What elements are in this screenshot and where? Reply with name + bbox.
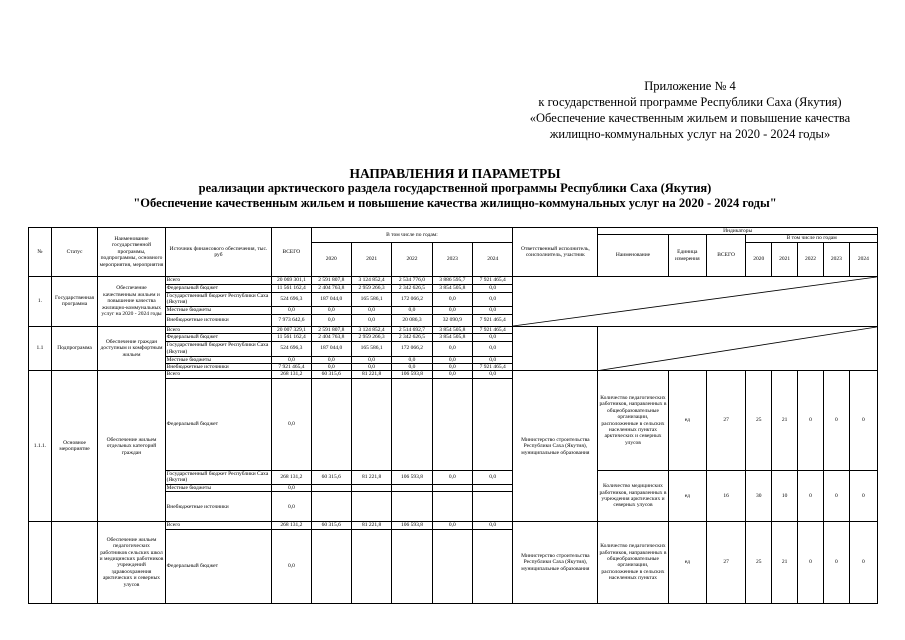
empty-crossed-cell (598, 326, 878, 371)
year-cell: 81 221,8 (351, 371, 391, 378)
total-cell: 0,0 (272, 378, 311, 470)
total-cell: 268 131,2 (272, 470, 311, 484)
indicator-year: 0 (798, 522, 824, 603)
source-cell: Всего (165, 522, 272, 529)
year-cell: 81 221,8 (351, 470, 391, 484)
indicator-year: 25 (746, 371, 772, 470)
row-status: Подпрограмма (51, 326, 98, 371)
header-source: Источник финансового обеспечения, тыс. руб (165, 228, 272, 277)
year-cell (351, 492, 391, 522)
title-line-2: реализации арктического раздела государственной программы Республики Саха (Якутия) (198, 181, 712, 195)
source-cell: Государственный бюджет Республики Саха (Якутия) (165, 470, 272, 484)
indicator-total: 27 (706, 371, 745, 470)
header-responsible: Ответственный исполнитель, соисполнитель, участник (513, 228, 598, 277)
appendix-line-1: Приложение № 4 (644, 79, 736, 93)
indicator-year: 0 (823, 371, 849, 470)
year-cell: 0,0 (311, 356, 351, 363)
year-cell: 3 124 852,4 (351, 326, 391, 333)
year-cell: 81 221,8 (351, 522, 391, 529)
indicator-year: 25 (746, 522, 772, 603)
year-cell: 3 124 852,4 (351, 276, 391, 284)
year-cell: 2 959 266,3 (351, 284, 391, 292)
total-cell: 7 973 642,6 (272, 314, 311, 326)
row-status: Государственная программа (51, 276, 98, 326)
header-ind-year: 2023 (823, 242, 849, 276)
indicator-year: 0 (849, 371, 877, 470)
header-ind-total: ВСЕГО (706, 235, 745, 276)
year-cell: 0,0 (311, 364, 351, 371)
year-cell: 106 593,8 (392, 470, 432, 484)
year-cell: 2 514 692,7 (392, 326, 432, 333)
year-cell: 2 591 807,8 (311, 326, 351, 333)
empty-responsible-cell (513, 326, 598, 371)
indicator-unit: ед (668, 522, 706, 603)
header-year: 2024 (473, 242, 513, 276)
year-cell: 0,0 (432, 371, 472, 378)
year-cell (473, 378, 513, 470)
source-cell: Внебюджетные источники (165, 492, 272, 522)
year-cell: 172 066,2 (392, 292, 432, 306)
total-cell: 11 561 162,4 (272, 284, 311, 292)
year-cell: 0,0 (473, 470, 513, 484)
header-ind-year: 2022 (798, 242, 824, 276)
source-cell: Всего (165, 276, 272, 284)
year-cell: 0,0 (473, 284, 513, 292)
header-status: Статус (51, 228, 98, 277)
header-ind-name: Наименование (598, 235, 668, 276)
year-cell: 0,0 (432, 341, 472, 356)
header-by-years: В том числе по годам: (311, 228, 513, 243)
year-cell: 0,0 (432, 470, 472, 484)
header-year: 2020 (311, 242, 351, 276)
source-cell: Местные бюджеты (165, 356, 272, 363)
year-cell (311, 529, 351, 603)
year-cell: 0,0 (432, 522, 472, 529)
total-cell: 20 069 301,1 (272, 276, 311, 284)
total-cell: 7 921 465,4 (272, 364, 311, 371)
year-cell: 0,0 (392, 356, 432, 363)
header-year: 2023 (432, 242, 472, 276)
row-name: Обеспечение качественным жильем и повышение качества жилищно-коммунальных услуг на 2020 - 2024 годы (98, 276, 165, 326)
indicator-year: 21 (772, 371, 798, 470)
row-num: 1.1 (29, 326, 52, 371)
source-cell: Государственный бюджет Республики Саха (Якутия) (165, 292, 272, 306)
source-cell: Федеральный бюджет (165, 334, 272, 341)
header-ind-by-years: В том числе по годам (746, 235, 878, 242)
year-cell: 3 854 505,8 (432, 284, 472, 292)
year-cell: 0,0 (432, 306, 472, 314)
diagonal-line (513, 277, 877, 326)
indicator-name: Количество медицинских работников, направленных в учреждения арктических и северных улусов (598, 470, 668, 521)
header-ind-year: 2024 (849, 242, 877, 276)
total-cell: 0,0 (272, 356, 311, 363)
total-cell: 0,0 (272, 306, 311, 314)
header-year: 2021 (351, 242, 391, 276)
title-line-1: НАПРАВЛЕНИЯ И ПАРАМЕТРЫ (349, 166, 561, 181)
row-num: 1. (29, 276, 52, 326)
year-cell: 172 066,2 (392, 341, 432, 356)
header-year: 2022 (392, 242, 432, 276)
source-cell: Всего (165, 371, 272, 378)
year-cell: 60 315,6 (311, 371, 351, 378)
total-cell: 0,0 (272, 492, 311, 522)
responsible-cell: Министерство строительства Республики Саха (Якутия), муниципальные образования (513, 522, 598, 603)
source-cell: Местные бюджеты (165, 484, 272, 491)
indicator-year: 0 (849, 522, 877, 603)
header-total: ВСЕГО (272, 228, 311, 277)
year-cell: 7 921 465,4 (473, 314, 513, 326)
year-cell (351, 378, 391, 470)
title-line-3: "Обеспечение качественным жильем и повышение качества жилищно-коммунальных услуг на 2020 - 2024 годы" (133, 196, 777, 210)
year-cell: 3 886 595,7 (432, 276, 472, 284)
year-cell: 187 044,0 (311, 341, 351, 356)
source-cell: Федеральный бюджет (165, 529, 272, 603)
year-cell: 2 534 776,0 (392, 276, 432, 284)
header-ind-year: 2021 (772, 242, 798, 276)
year-cell (432, 529, 472, 603)
year-cell: 0,0 (432, 292, 472, 306)
parameters-table (28, 227, 878, 604)
row-status (51, 522, 98, 603)
source-cell: Местные бюджеты (165, 306, 272, 314)
year-cell: 106 593,8 (392, 522, 432, 529)
total-cell: 524 696,3 (272, 292, 311, 306)
indicator-name: Количество педагогических работников, направленных в общеобразовательные организации, расположенные в сельских населенных пунктах (598, 522, 668, 603)
source-cell: Федеральный бюджет (165, 378, 272, 470)
indicator-total: 16 (706, 470, 745, 521)
year-cell: 2 959 266,3 (351, 334, 391, 341)
total-cell: 11 561 162,4 (272, 334, 311, 341)
year-cell: 0,0 (351, 356, 391, 363)
empty-crossed-cell (513, 276, 878, 326)
year-cell: 0,0 (432, 364, 472, 371)
row-num: 1.1.1. (29, 371, 52, 522)
header-ind-unit: Единица измерения (668, 235, 706, 276)
appendix-caption (520, 78, 860, 142)
year-cell: 106 593,8 (392, 371, 432, 378)
year-cell: 165 586,1 (351, 341, 391, 356)
indicator-year: 0 (849, 470, 877, 521)
year-cell: 2 591 807,8 (311, 276, 351, 284)
year-cell (351, 484, 391, 491)
year-cell: 0,0 (473, 306, 513, 314)
source-cell: Внебюджетные источники (165, 314, 272, 326)
year-cell: 0,0 (351, 306, 391, 314)
year-cell: 0,0 (473, 522, 513, 529)
indicator-year: 0 (823, 522, 849, 603)
diagonal-line (598, 327, 877, 371)
year-cell: 0,0 (473, 341, 513, 356)
year-cell (311, 492, 351, 522)
year-cell: 3 854 505,8 (432, 334, 472, 341)
year-cell: 60 315,6 (311, 470, 351, 484)
source-cell: Федеральный бюджет (165, 284, 272, 292)
year-cell: 7 921 465,4 (473, 364, 513, 371)
indicator-year: 0 (798, 371, 824, 470)
year-cell: 0,0 (473, 371, 513, 378)
year-cell (351, 529, 391, 603)
year-cell (392, 529, 432, 603)
year-cell: 0,0 (311, 314, 351, 326)
year-cell (473, 529, 513, 603)
source-cell: Всего (165, 326, 272, 333)
year-cell: 2 342 626,5 (392, 284, 432, 292)
indicator-year: 10 (772, 470, 798, 521)
indicator-year: 21 (772, 522, 798, 603)
total-cell: 20 007 329,1 (272, 326, 311, 333)
indicator-unit: ед (668, 371, 706, 470)
year-cell: 0,0 (351, 364, 391, 371)
year-cell: 0,0 (351, 314, 391, 326)
header-name: Наименование государственной программы, подпрограммы, основного мероприятия, мероприятия (98, 228, 165, 277)
header-indicators: Индикаторы (598, 228, 878, 235)
row-name: Обеспечение граждан доступным и комфортным жильем (98, 326, 165, 371)
year-cell: 0,0 (311, 306, 351, 314)
year-cell: 7 921 465,4 (473, 276, 513, 284)
row-name: Обеспечение жильем педагогических работников сельских школ и медицинских работников учреждений здравоохранения арктических и северных улусов (98, 522, 165, 603)
source-cell: Государственный бюджет Республики Саха (Якутия) (165, 341, 272, 356)
indicator-year: 0 (823, 470, 849, 521)
year-cell: 0,0 (473, 334, 513, 341)
total-cell: 268 131,2 (272, 522, 311, 529)
year-cell: 60 315,6 (311, 522, 351, 529)
year-cell (432, 492, 472, 522)
total-cell: 0,0 (272, 529, 311, 603)
year-cell: 7 921 465,4 (473, 326, 513, 333)
year-cell: 0,0 (473, 292, 513, 306)
year-cell (432, 484, 472, 491)
indicator-total: 27 (706, 522, 745, 603)
year-cell: 2 342 626,5 (392, 334, 432, 341)
year-cell: 2 404 763,8 (311, 284, 351, 292)
year-cell (392, 378, 432, 470)
header-ind-year: 2020 (746, 242, 772, 276)
year-cell (311, 484, 351, 491)
year-cell: 20 086,3 (392, 314, 432, 326)
indicator-year: 0 (798, 470, 824, 521)
year-cell: 0,0 (473, 356, 513, 363)
row-name: Обеспечение жильем отдельных категорий граждан (98, 371, 165, 522)
appendix-line-2: к государственной программе Республики Саха (Якутия) (538, 95, 842, 109)
year-cell: 0,0 (392, 306, 432, 314)
year-cell: 165 586,1 (351, 292, 391, 306)
year-cell: 2 404 763,8 (311, 334, 351, 341)
header-num: № (29, 228, 52, 277)
row-status: Основное мероприятие (51, 371, 98, 522)
year-cell: 32 090,9 (432, 314, 472, 326)
year-cell: 187 044,0 (311, 292, 351, 306)
year-cell (311, 378, 351, 470)
year-cell (432, 378, 472, 470)
year-cell (473, 492, 513, 522)
indicator-name: Количество педагогических работников, направленных в общеобразовательные организации, расположенные в сельских населенных пунктах арктических и северных улусов (598, 371, 668, 470)
indicator-year: 30 (746, 470, 772, 521)
year-cell (392, 492, 432, 522)
total-cell: 0,0 (272, 484, 311, 491)
year-cell: 3 854 505,8 (432, 326, 472, 333)
responsible-cell: Министерство строительства Республики Саха (Якутия), муниципальные образования (513, 371, 598, 522)
indicator-unit: ед (668, 470, 706, 521)
total-cell: 268 131,2 (272, 371, 311, 378)
total-cell: 524 696,3 (272, 341, 311, 356)
year-cell: 0,0 (432, 356, 472, 363)
appendix-line-4: жилищно-коммунальных услуг на 2020 - 2024 годы» (549, 127, 831, 141)
year-cell (392, 484, 432, 491)
year-cell (473, 484, 513, 491)
year-cell: 0,0 (392, 364, 432, 371)
row-num (29, 522, 52, 603)
appendix-line-3: «Обеспечение качественным жильем и повышение качества (529, 111, 851, 125)
document-title (30, 166, 880, 211)
source-cell: Внебюджетные источники (165, 364, 272, 371)
